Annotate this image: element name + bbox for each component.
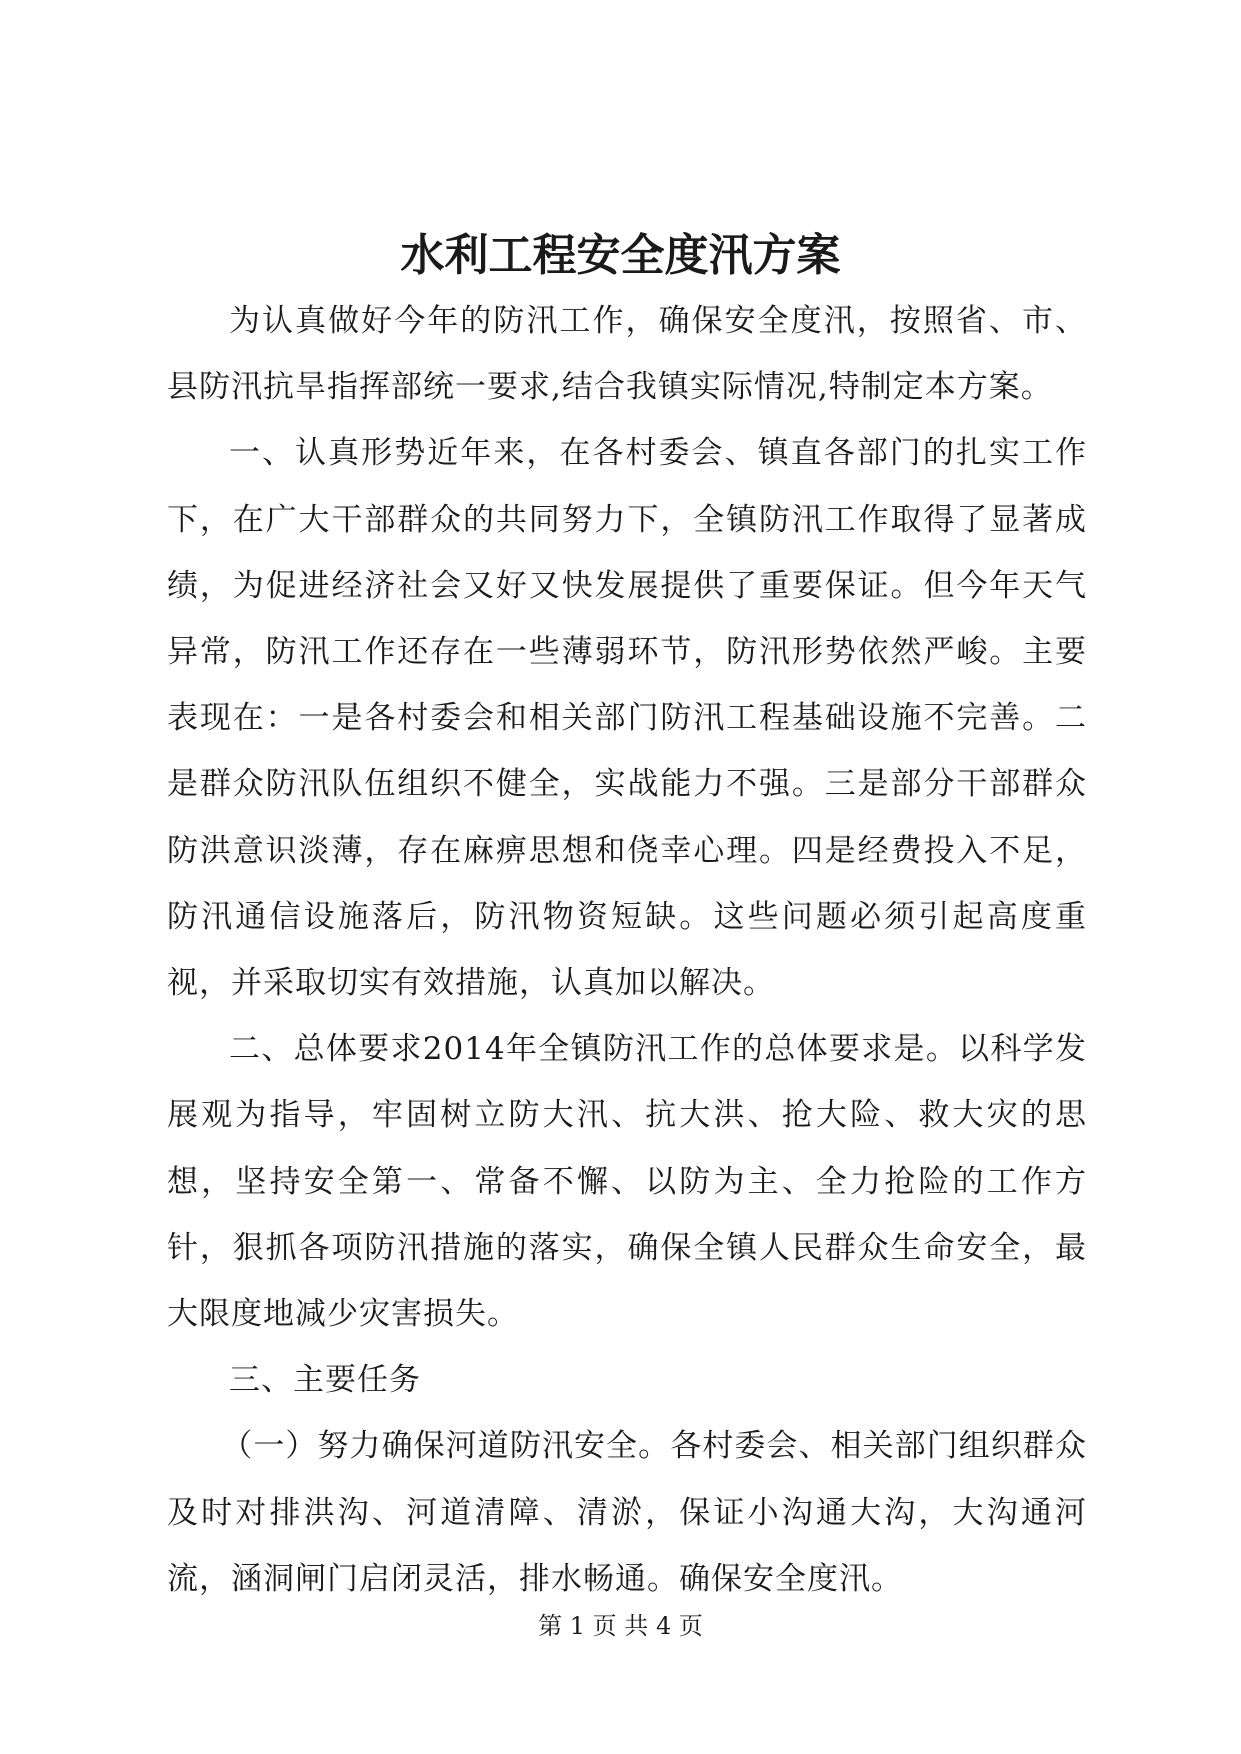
- paragraph-task-1: （一）努力确保河道防汛安全。各村委会、相关部门组织群众及时对排洪沟、河道清障、清淤，保证小沟通大沟，大沟通河流，涵洞闸门启闭灵活，排水畅通。确保安全度汛。: [167, 1428, 1087, 1597]
- document-body: [167, 288, 1087, 1612]
- paragraph-situation: 一、认真形势近年来，在各村委会、镇直各部门的扎实工作下，在广大干部群众的共同努力下，全镇防汛工作取得了显著成绩，为促进经济社会又好又快发展提供了重要保证。但今年天气异常，防汛工作还存在一些薄弱环节，防汛形势依然严峻。主要表现在：一是各村委会和相关部门防汛工程基础设施不完善。二是群众防汛队伍组织不健全，实战能力不强。三是部分干部群众防洪意识淡薄，存在麻痹思想和侥幸心理。四是经费投入不足，防汛通信设施落后，防汛物资短缺。这些问题必须引起高度重视，并采取切实有效措施，认真加以解决。: [167, 435, 1087, 1002]
- document-title: 水利工程安全度汛方案: [400, 230, 841, 281]
- page-number-footer: 第 1 页 共 4 页: [538, 1612, 703, 1640]
- section-heading-main-tasks: 三、主要任务: [229, 1362, 421, 1399]
- paragraph-requirements: 二、总体要求2014年全镇防汛工作的总体要求是。以科学发展观为指导，牢固树立防大汛、抗大洪、抢大险、救大灾的思想，坚持安全第一、常备不懈、以防为主、全力抢险的工作方针，狠抓各项防汛措施的落实，确保全镇人民群众生命安全，最大限度地减少灾害损失。: [167, 1031, 1087, 1333]
- paragraph-intro: 为认真做好今年的防汛工作，确保安全度汛，按照省、市、县防汛抗旱指挥部统一要求,结合我镇实际情况,特制定本方案。: [167, 303, 1087, 406]
